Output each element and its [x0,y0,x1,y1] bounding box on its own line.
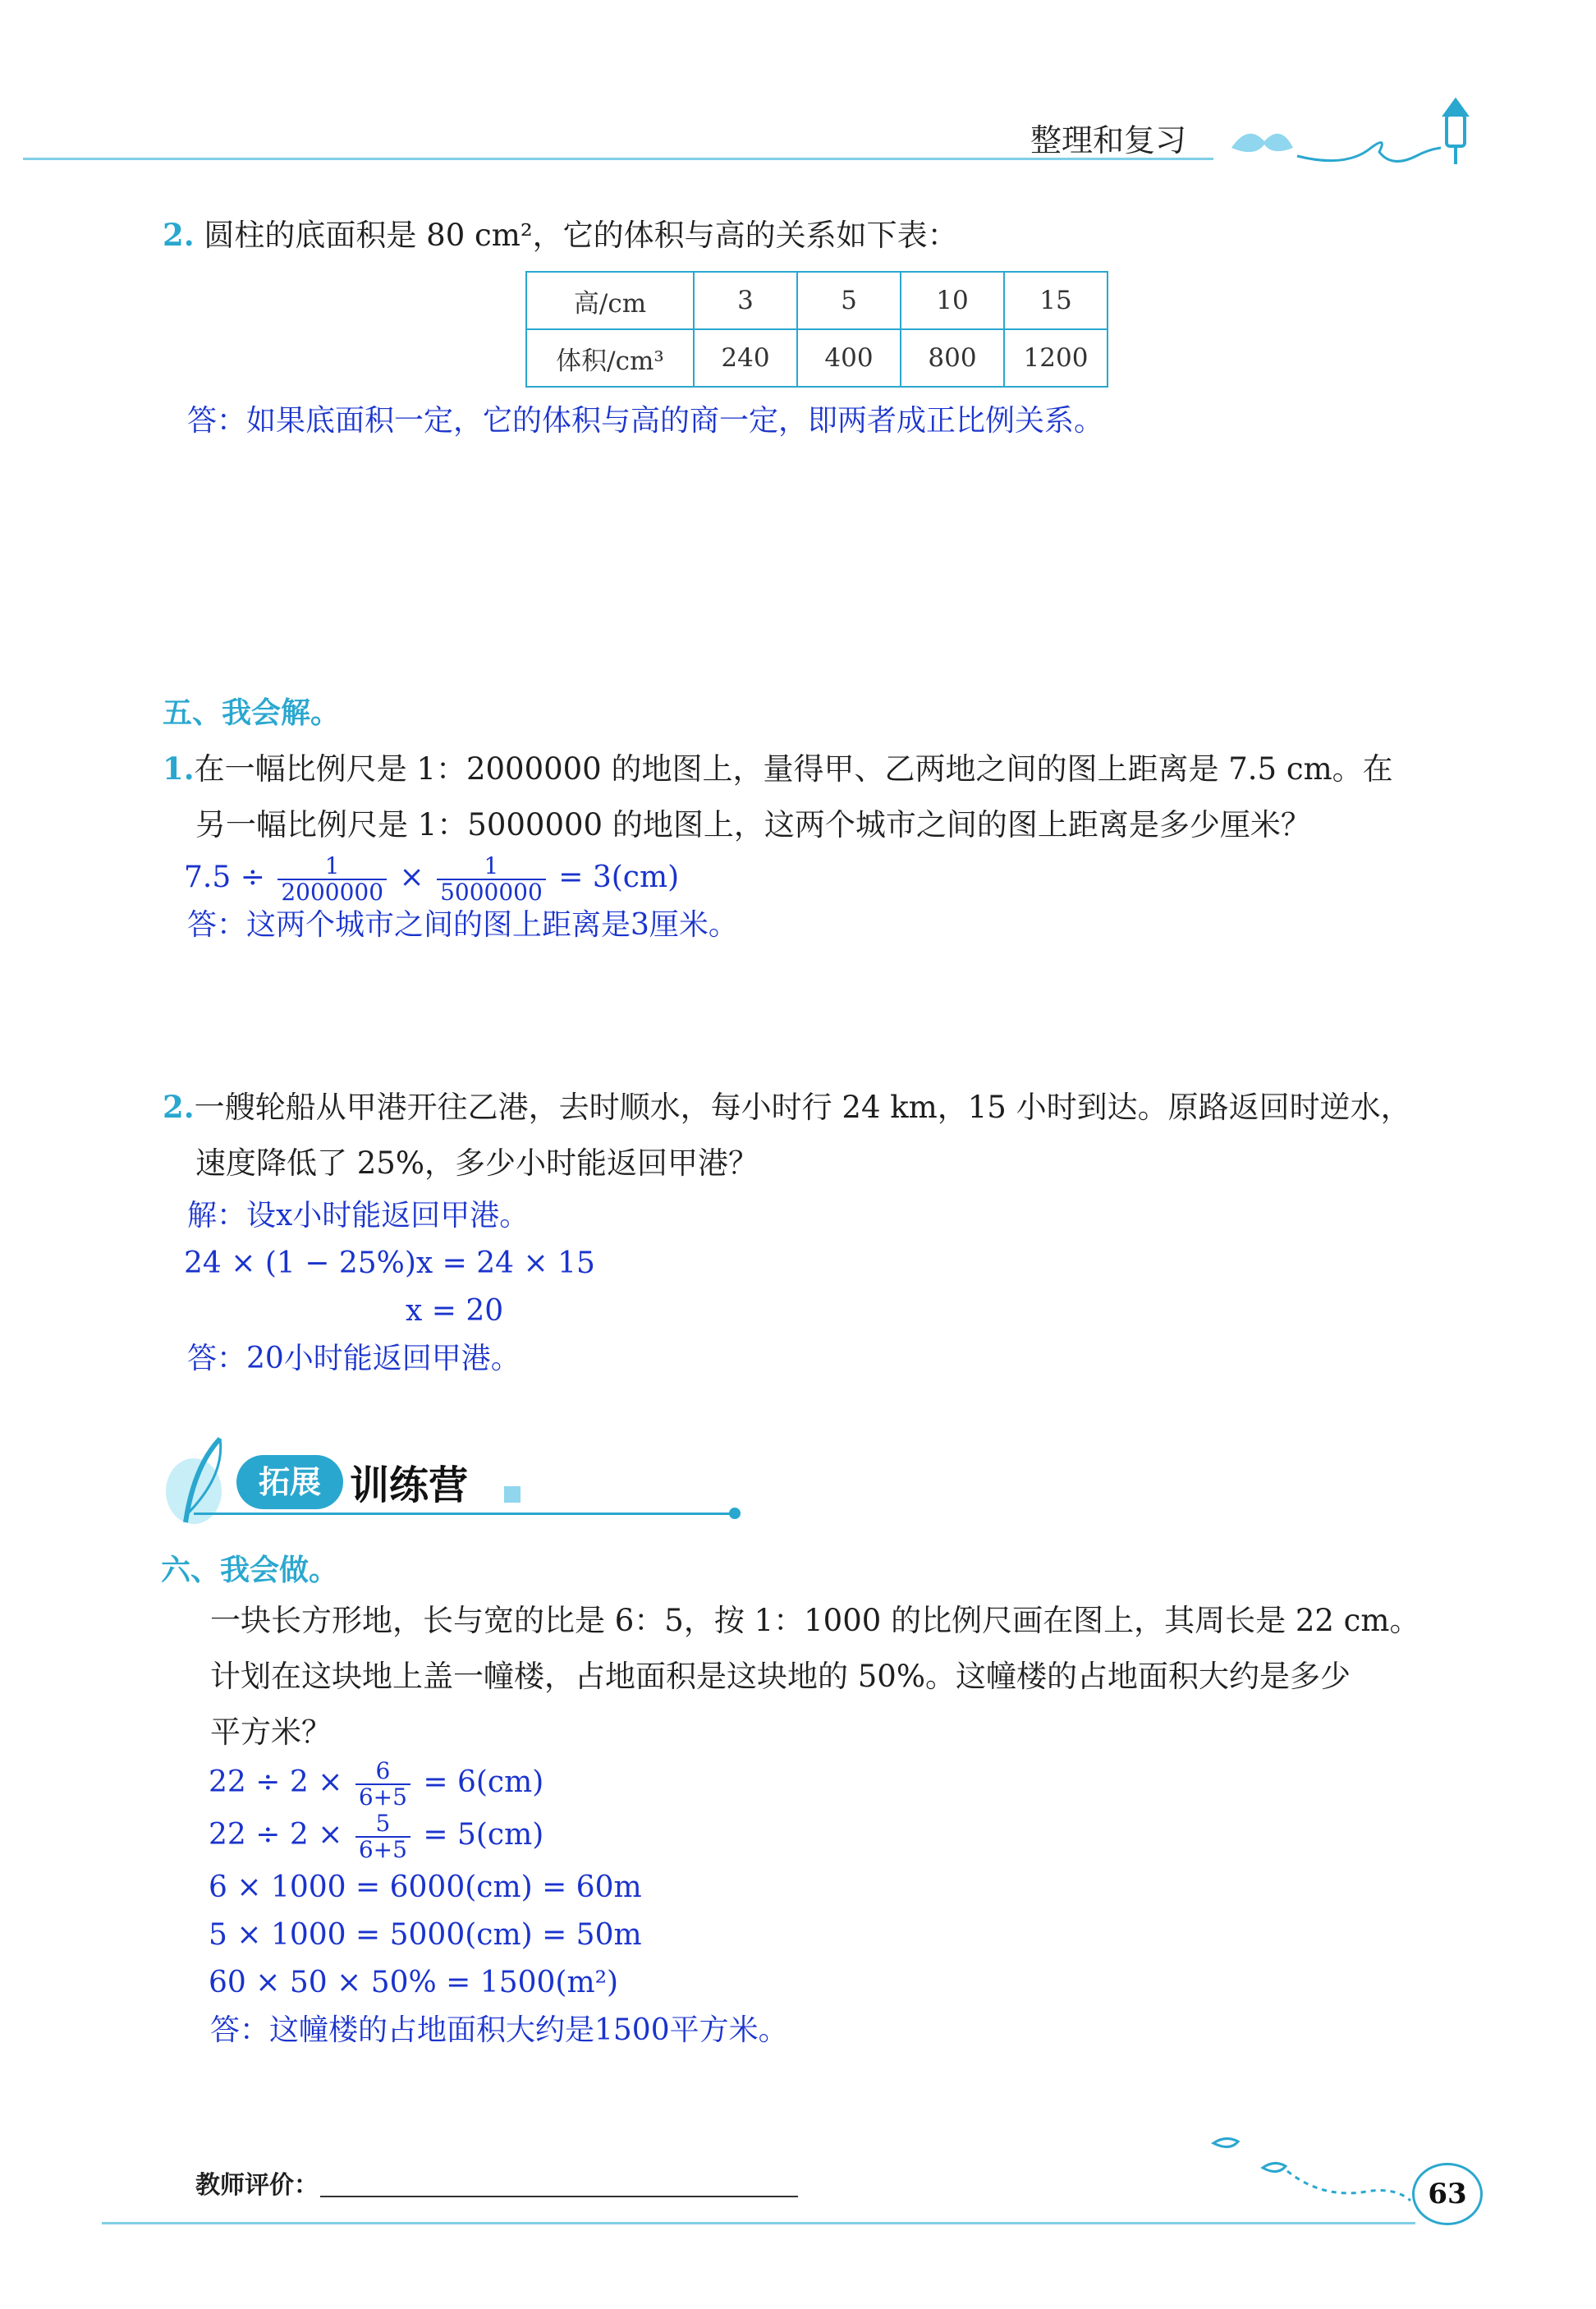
table-cell: 240 [694,329,797,387]
table-cell: 800 [901,329,1004,387]
teacher-evaluation-line [320,2196,798,2197]
question-line: 平方米？ [210,1715,332,1750]
solution-q2 [184,1192,595,1383]
answer-rectangle-land: 答：这幢楼的占地面积大约是1500平方米。 [210,2013,788,2047]
table-cell: 1200 [1004,329,1108,387]
solution-line: 24 × (1 − 25%)x = 24 × 15 [184,1246,595,1280]
table-cell: 15 [1004,272,1108,329]
birds-decoration [1205,2118,1419,2209]
solution-line: 5 × 1000 = 5000(cm) = 50m [209,1918,642,1952]
fraction-denominator: 6+5 [358,1836,407,1863]
question-text: 圆柱的底面积是 80 cm²，它的体积与高的关系如下表： [204,218,958,253]
section-5-title: 五、我会解。 [163,696,341,730]
fraction [277,854,387,905]
table-row [526,272,1108,329]
table-cell: 10 [901,272,1004,329]
table-cell: 体积/cm³ [526,329,694,387]
section-6-title: 六、我会做。 [161,1554,339,1587]
question-line: 一块长方形地，长与宽的比是 6：5，按 1：1000 的比例尺画在图上，其周长是 22 cm。 [210,1603,1420,1638]
fraction [437,854,546,905]
feather-icon [161,1434,235,1532]
footer-rule [102,2222,1415,2224]
answer-q1: 答：这两个城市之间的图上距离是3厘米。 [187,908,738,942]
fraction-denominator: 5000000 [440,879,543,906]
extension-title: 训练营 [350,1462,469,1508]
fraction-numerator: 5 [355,1811,410,1838]
table-cell: 3 [694,272,797,329]
calc-text: 22 ÷ 2 × [209,1818,343,1852]
table-cell: 5 [797,272,901,329]
question-2-cylinder [163,207,958,264]
page-number: 63 [1412,2163,1483,2225]
question-line: 另一幅比例尺是 1：5000000 的地图上，这两个城市之间的图上距离是多少厘米？ [195,807,1311,842]
question-2-ship [163,1079,1575,1191]
question-1-map [163,741,1575,853]
answer-q2-ship: 答：20小时能返回甲港。 [187,1342,521,1375]
fraction-denominator: 6+5 [358,1783,407,1811]
question-line: 计划在这块地上盖一幢楼，占地面积是这块地的 50%。这幢楼的占地面积大约是多少 [210,1659,1351,1694]
solution-line [209,1759,788,1811]
extension-badge: 拓展 [236,1455,343,1509]
question-rectangle-land [210,1593,1573,1760]
fraction [355,1759,410,1810]
question-line: 在一幅比例尺是 1：2000000 的地图上，量得甲、乙两地之间的图上距离是 7.5 cm。在 [194,751,1393,787]
solution-rectangle-land [209,1759,788,2054]
question-number: 1. [163,751,195,787]
solution-line: 解：设x小时能返回甲港。 [187,1199,530,1233]
solution-line: 6 × 1000 = 6000(cm) = 60m [209,1871,642,1904]
table-row [526,329,1108,387]
calc-text: = 6(cm) [423,1765,544,1799]
question-number: 2. [163,1089,195,1125]
solution-line [209,1811,788,1864]
fraction-numerator: 1 [437,854,546,880]
butterfly-lantern-decoration [1215,90,1486,181]
fraction-denominator: 2000000 [281,879,384,906]
banner-rule [194,1513,736,1515]
height-volume-table [525,271,1108,388]
table-cell: 400 [797,329,901,387]
calc-operator: × [399,861,424,894]
fraction-numerator: 6 [355,1759,410,1785]
question-number: 2. [163,217,195,253]
solution-line: x = 20 [406,1294,504,1328]
banner-rule-dot [729,1508,741,1519]
solution-line: 60 × 50 × 50% = 1500(m²) [209,1966,619,1999]
title-square-decoration [504,1486,521,1503]
calc-q1 [184,854,679,905]
calc-text: = 3(cm) [558,861,680,894]
answer-q2-cylinder: 答：如果底面积一定，它的体积与高的商一定，即两者成正比例关系。 [187,404,1104,438]
calc-text: 7.5 ÷ [184,861,265,894]
calc-text: 22 ÷ 2 × [209,1765,343,1799]
calc-text: = 5(cm) [423,1818,544,1852]
question-line: 速度降低了 25%，多少小时能返回甲港？ [195,1145,759,1181]
teacher-evaluation-label: 教师评价： [195,2171,319,2200]
fraction-numerator: 1 [277,854,387,880]
chapter-title: 整理和复习 [1030,122,1187,158]
table-cell: 高/cm [526,272,694,329]
question-line: 一艘轮船从甲港开往乙港，去时顺水，每小时行 24 km，15 小时到达。原路返回时逆水， [194,1090,1411,1125]
fraction [355,1811,410,1862]
